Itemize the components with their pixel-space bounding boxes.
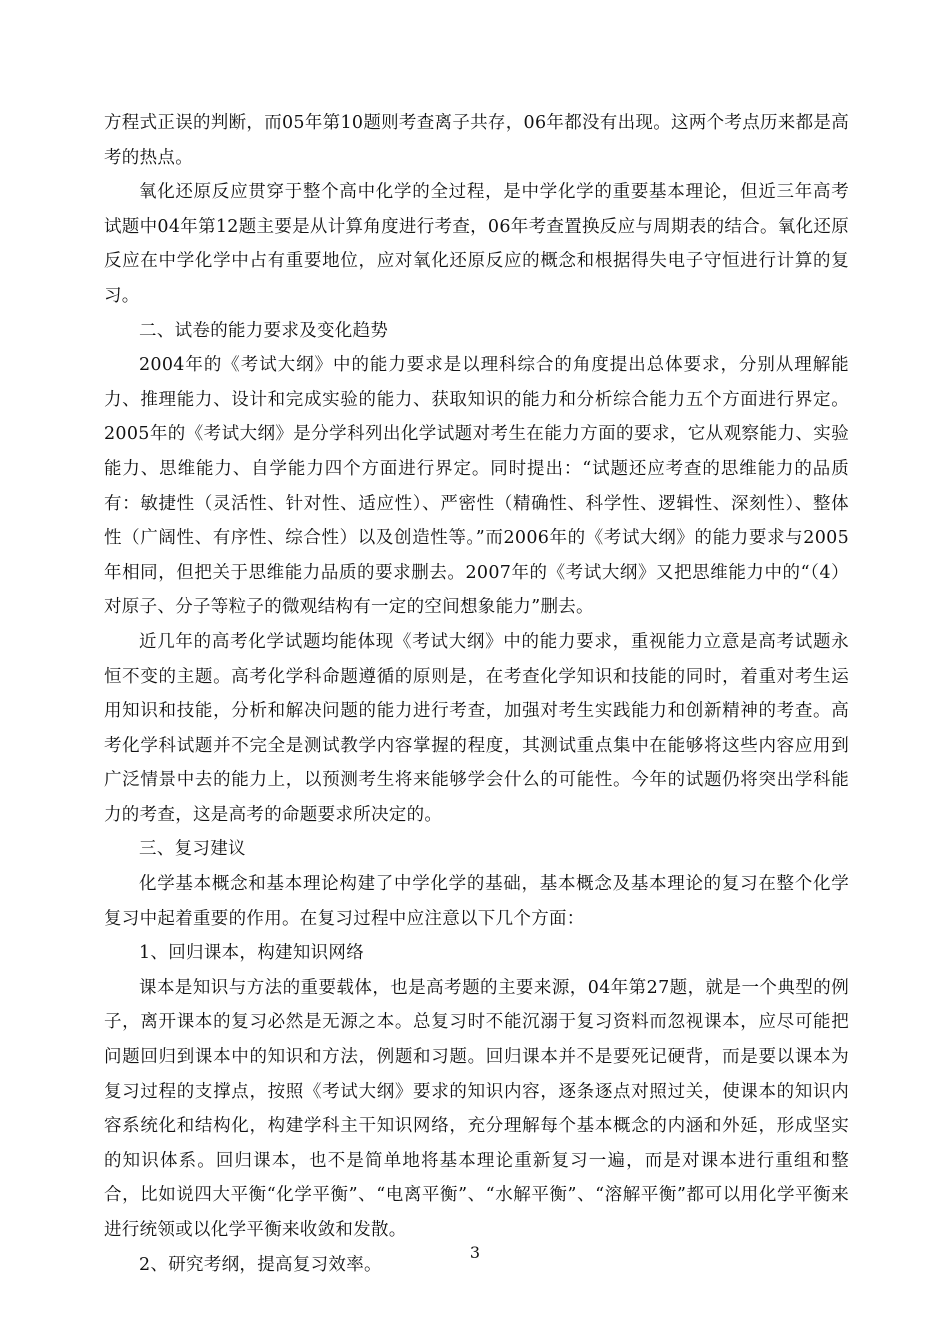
paragraph-review-intro: 化学基本概念和基本理论构建了中学化学的基础，基本概念及基本理论的复习在整个化学复习中起着重要的作用。在复习过程中应注意以下几个方面： (104, 874, 849, 929)
document-body (104, 106, 849, 1282)
paragraph-continuation: 方程式正误的判断，而05年第10题则考查离子共存，06年都没有出现。这两个考点历来都是高考的热点。 (104, 113, 850, 168)
paragraph-redox: 氧化还原反应贯穿于整个高中化学的全过程，是中学化学的重要基本理论，但近三年高考试题中04年第12题主要是从计算角度进行考查，06年考查置换反应与周期表的结合。氧化还原反应在中学化学中占有重要地位，应对氧化还原反应的概念和根据得失电子守恒进行计算的复习。 (104, 182, 850, 306)
subheading-return-to-textbook: 1、回归课本，构建知识网络 (139, 943, 365, 964)
section-heading-review-advice: 三、复习建议 (139, 839, 246, 860)
paragraph-ability-focus: 近几年的高考化学试题均能体现《考试大纲》中的能力要求，重视能力立意是高考试题永恒不变的主题。高考化学科命题遵循的原则是，在考查化学知识和技能的同时，着重对考生运用知识和技能，分析和解决问题的能力进行考查，加强对考生实践能力和创新精神的考查。高考化学科试题并不完全是测试教学内容掌握的程度，其测试重点集中在能够将这些内容应用到广泛情景中去的能力上，以预测考生将来能够学会什么的可能性。今年的试题仍将突出学科能力的考查，这是高考的命题要求所决定的。 (104, 631, 849, 825)
paragraph-exam-syllabus: 2004年的《考试大纲》中的能力要求是以理科综合的角度提出总体要求，分别从理解能力、推理能力、设计和完成实验的能力、获取知识的能力和分析综合能力五个方面进行界定。2005年的《考试大纲》是分学科列出化学试题对考生在能力方面的要求，它从观察能力、实验能力、思维能力、自学能力四个方面进行界定。同时提出：“试题还应考查的思维能力的品质有：敏捷性（灵活性、针对性、适应性）、严密性（精确性、科学性、逻辑性、深刻性）、整体性（广阔性、有序性、综合性）以及创造性等。”而2006年的《考试大纲》的能力要求与2005年相同，但把关于思维能力品质的要求删去。2007年的《考试大纲》又把思维能力中的“（4）对原子、分子等粒子的微观结构有一定的空间想象能力”删去。 (104, 355, 849, 618)
page-number: 3 (469, 1243, 481, 1262)
section-heading-ability: 二、试卷的能力要求及变化趋势 (139, 320, 389, 341)
subheading-study-syllabus: 2、研究考纲，提高复习效率。 (139, 1254, 382, 1275)
paragraph-textbook: 课本是知识与方法的重要载体，也是高考题的主要来源，04年第27题，就是一个典型的例子，离开课本的复习必然是无源之本。总复习时不能沉溺于复习资料而忽视课本，应尽可能把问题回归到课本中的知识和方法，例题和习题。回归课本并不是要死记硬背，而是要以课本为复习过程的支撑点，按照《考试大纲》要求的知识内容，逐条逐点对照过关，使课本的知识内容系统化和结构化，构建学科主干知识网络，充分理解每个基本概念的内涵和外延，形成坚实的知识体系。回归课本，也不是简单地将基本理论重新复习一遍，而是对课本进行重组和整合，比如说四大平衡“化学平衡”、“电离平衡”、“水解平衡”、“溶解平衡”都可以用化学平衡来进行统领或以化学平衡来收敛和发散。 (104, 977, 849, 1240)
